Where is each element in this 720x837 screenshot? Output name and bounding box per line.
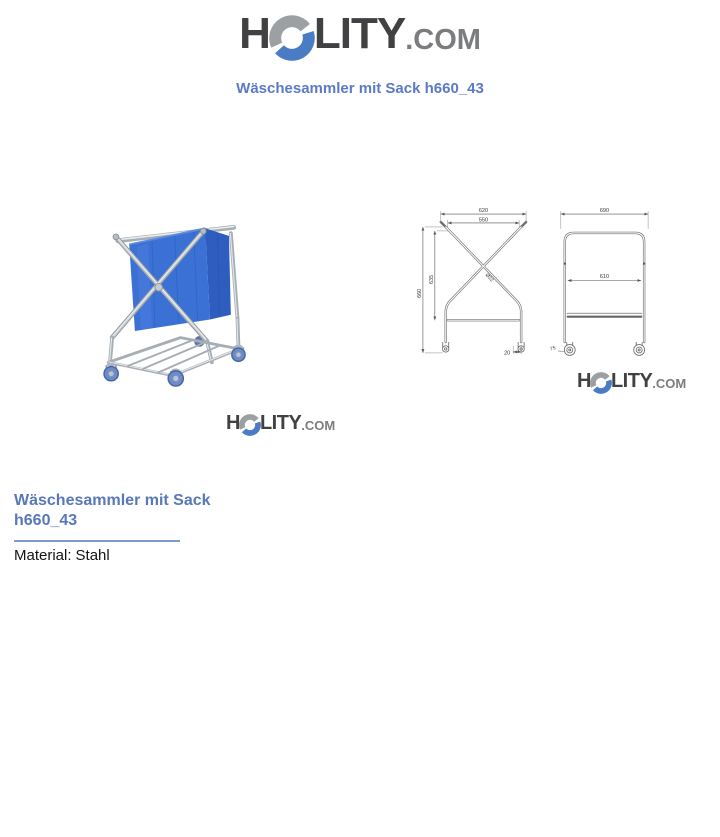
dim-front-width-inner: 610 — [599, 274, 609, 281]
material-line — [14, 547, 110, 564]
logo-com-suffix: .COM — [405, 24, 481, 56]
material-value: Stahl — [75, 547, 110, 564]
title-divider — [14, 540, 180, 542]
logo-o-swirl-icon — [269, 15, 315, 61]
logo-letter-lity: LITY — [313, 9, 406, 58]
watermark-logo-drawing — [577, 371, 686, 391]
material-label: Material: — [14, 547, 72, 564]
cart-bag — [129, 228, 231, 331]
drawing-front-view — [550, 208, 648, 355]
logo-o-swirl-icon — [590, 372, 612, 394]
logo-letter-lity: LITY — [610, 370, 653, 392]
holity-logo[interactable] — [0, 9, 720, 58]
dim-side-height-outer: 660 — [416, 288, 423, 298]
logo-letter-h: H — [577, 370, 591, 392]
technical-drawing — [413, 202, 661, 361]
logo-com-suffix: .COM — [301, 418, 336, 433]
logo-letter-h: H — [226, 412, 240, 434]
logo-letter-h: H — [239, 9, 270, 58]
dim-side-foot-offset: 20 — [504, 350, 511, 357]
dim-side-width-inner: 550 — [478, 217, 488, 224]
logo-com-suffix: .COM — [652, 376, 687, 391]
dim-side-tube-diameter: Ø22 — [483, 273, 494, 284]
watermark-logo-product — [226, 413, 335, 433]
drawing-side-view — [417, 208, 526, 356]
dim-front-width-outer: 690 — [599, 208, 609, 215]
logo-letter-lity: LITY — [259, 412, 302, 434]
logo-o-swirl-icon — [239, 414, 261, 436]
product-title-heading: Wäschesammler mit Sack h660_43 — [14, 492, 211, 529]
header — [0, 9, 720, 58]
dim-side-width-outer: 620 — [478, 208, 488, 215]
product-photo[interactable] — [95, 197, 247, 387]
dim-front-caster-size: 75 — [549, 346, 557, 353]
product-subtitle: Wäschesammler mit Sack h660_43 — [236, 80, 484, 97]
dim-side-height-inner: 635 — [428, 274, 435, 285]
